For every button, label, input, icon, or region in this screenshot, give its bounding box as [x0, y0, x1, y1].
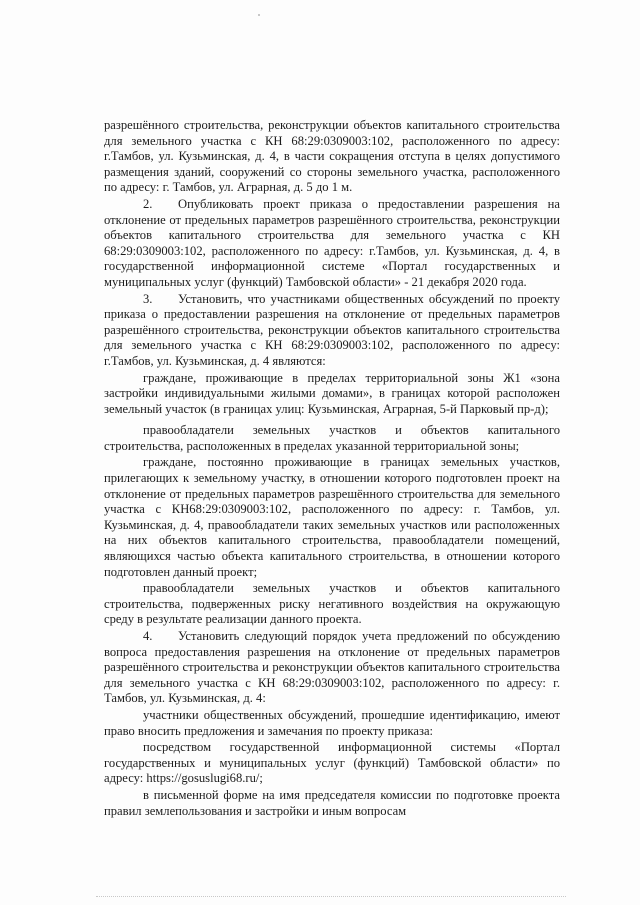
list-item-4 [104, 629, 560, 707]
list-item-2 [104, 197, 560, 291]
item-text: Опубликовать проект приказа о предоставлении разрешения на отклонение от предельных параметров разрешённого строительства, реконструкции объектов капитального строительства для земельного участка с КН 68:29:0309003:102, расположенного по адресу: г.Тамбов, ул. Кузьминская, д. 4, в государственной информационной системе «Портал государственных и муниципальных услуг (функций) Тамбовской области» - 21 декабря 2020 года. [104, 196, 560, 289]
scan-bottom-edge [96, 896, 566, 897]
sub-item-via-portal: посредством государственной информационной системы «Портал государственных и муниципальных услуг (функций) Тамбовской области» по адресу: https://gosuslugi68.ru/; [104, 740, 560, 786]
scan-speck [258, 14, 260, 16]
sub-item-residents-zone: граждане, проживающие в пределах территориальной зоны Ж1 «зона застройки индивидуальными жилыми домами», в границах которой расположен земельный участок (в границах улиц: Кузьминская, Аграрная, 5-й Парковый пр-д); [104, 370, 560, 416]
item-number: 4. [143, 629, 153, 643]
item-number: 3. [143, 291, 153, 306]
sub-item-adjacent-residents: граждане, постоянно проживающие в границах земельных участков, прилегающих к земельному участку, в отношении которого подготовлен проект на отклонение от предельных параметров разрешённого строительства для земельного участка с КН68:29:0309003:102, расположенного по адресу: г. Тамбов, ул. Кузьминская, д. 4, правообладатели таких земельных участков или расположенных на них объектов капитального строительства, правообладатели помещений, являющихся частью объекта капитального строительства, в отношении которого подготовлен данный проект; [104, 455, 560, 579]
sub-item-risk-owners: правообладатели земельных участков и объектов капитального строительства, подверженных риску негативного воздействия на окружающую среду в результате реализации данного проекта. [104, 581, 560, 627]
item-text: Установить следующий порядок учета предложений по обсуждению вопроса предоставления разрешения на отклонение от предельных параметров разрешённого строительства и реконструкции объектов капитального строительства для земельного участка с КН 68:29:0309003:102, расположенного по адресу: г. Тамбов, ул. Кузьминская, д. 4: [104, 629, 560, 706]
document-body [104, 118, 560, 820]
paragraph-continuation: разрешённого строительства, реконструкции объектов капитального строительства для земельного участка с КН 68:29:0309003:102, расположенного по адресу: г.Тамбов, ул. Кузьминская, д. 4, в части сокращения отступа в целях допустимого размещения зданий, сооружений со стороны земельного участка, расположенного по адресу: г. Тамбов, ул. Аграрная, д. 5 до 1 м. [104, 118, 560, 195]
sub-item-participants-right: участники общественных обсуждений, прошедшие идентификацию, имеют право вносить предложения и замечания по проекту приказа: [104, 707, 560, 738]
list-item-3 [104, 292, 560, 370]
sub-item-owners-zone: правообладатели земельных участков и объектов капитального строительства, расположенных в пределах указанной территориальной зоны; [104, 423, 560, 453]
item-number: 2. [143, 196, 153, 211]
sub-item-in-writing: в письменной форме на имя председателя комиссии по подготовке проекта правил землепользования и застройки и иным вопросам [104, 787, 560, 818]
item-text: Установить, что участниками общественных обсуждений по проекту приказа о предоставлении разрешения на отклонение от предельных параметров разрешённого строительства, реконструкции объектов капитального строительства для земельного участка с КН 68:29:0309003:102, расположенного по адресу: г.Тамбов, ул. Кузьминская, д. 4 являются: [104, 291, 560, 368]
